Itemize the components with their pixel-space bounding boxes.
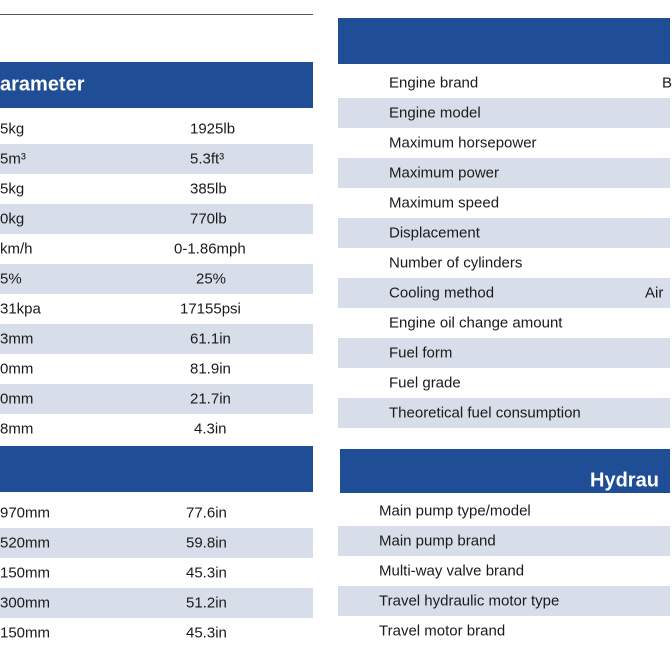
table-row bbox=[338, 368, 670, 398]
metric-value: 970mm bbox=[0, 504, 51, 522]
spec-label: Engine brand bbox=[389, 74, 479, 92]
spec-label: Engine model bbox=[389, 104, 481, 122]
spec-label: Maximum horsepower bbox=[389, 134, 537, 152]
parameter-header bbox=[0, 62, 313, 108]
metric-value: 31kpa bbox=[0, 300, 41, 318]
imperial-value: 0-1.86mph bbox=[174, 240, 246, 258]
spec-label: Main pump brand bbox=[379, 532, 496, 550]
imperial-value: 17155psi bbox=[180, 300, 241, 318]
metric-value: 150mm bbox=[0, 624, 51, 642]
metric-value: 5m³ bbox=[0, 150, 26, 168]
table-row bbox=[0, 294, 313, 324]
table-row bbox=[338, 526, 670, 556]
imperial-value: 4.3in bbox=[194, 420, 227, 438]
table-row bbox=[0, 264, 313, 294]
spec-label: Displacement bbox=[389, 224, 480, 242]
table-row bbox=[338, 586, 670, 616]
metric-value: 5kg bbox=[0, 180, 25, 198]
spec-label: Cooling method bbox=[389, 284, 495, 302]
table-row bbox=[338, 616, 670, 646]
spec-label: Main pump type/model bbox=[379, 502, 531, 520]
imperial-value: 770lb bbox=[190, 210, 227, 228]
table-row bbox=[0, 354, 313, 384]
imperial-value: 45.3in bbox=[186, 624, 227, 642]
metric-value: 5% bbox=[0, 270, 22, 288]
hydraulic-table bbox=[338, 496, 670, 646]
spec-label: Travel hydraulic motor type bbox=[379, 592, 560, 610]
table-row bbox=[338, 308, 670, 338]
spec-value: B bbox=[662, 74, 672, 92]
hydraulic-header bbox=[340, 449, 670, 493]
table-row bbox=[0, 498, 313, 528]
imperial-value: 45.3in bbox=[186, 564, 227, 582]
imperial-value: 5.3ft³ bbox=[190, 150, 225, 168]
table-row bbox=[0, 174, 313, 204]
imperial-value: 59.8in bbox=[186, 534, 227, 552]
table-row bbox=[0, 528, 313, 558]
parameter-table bbox=[0, 114, 313, 444]
table-row bbox=[338, 278, 670, 308]
table-row bbox=[338, 218, 670, 248]
table-row bbox=[0, 114, 313, 144]
table-row bbox=[338, 158, 670, 188]
table-row bbox=[338, 188, 670, 218]
hydraulic-title: Hydrau bbox=[590, 469, 659, 492]
metric-value: 520mm bbox=[0, 534, 51, 552]
metric-value: 0kg bbox=[0, 210, 25, 228]
table-row bbox=[338, 248, 670, 278]
metric-value: 3mm bbox=[0, 330, 34, 348]
table-row bbox=[338, 338, 670, 368]
engine-table bbox=[338, 68, 670, 428]
table-row bbox=[338, 98, 670, 128]
spec-label: Theoretical fuel consumption bbox=[389, 404, 581, 422]
spec-label: Travel motor brand bbox=[379, 622, 506, 640]
table-row bbox=[338, 128, 670, 158]
table-row bbox=[0, 384, 313, 414]
imperial-value: 385lb bbox=[190, 180, 227, 198]
spec-value: Air bbox=[645, 284, 664, 302]
imperial-value: 81.9in bbox=[190, 360, 231, 378]
imperial-value: 1925lb bbox=[190, 120, 236, 138]
imperial-value: 77.6in bbox=[186, 504, 227, 522]
table-row bbox=[0, 144, 313, 174]
metric-value: 5kg bbox=[0, 120, 25, 138]
table-row bbox=[0, 618, 313, 648]
metric-value: 150mm bbox=[0, 564, 51, 582]
table-row bbox=[338, 398, 670, 428]
table-row bbox=[0, 324, 313, 354]
imperial-value: 21.7in bbox=[190, 390, 231, 408]
spec-label: Engine oil change amount bbox=[389, 314, 563, 332]
engine-header bbox=[338, 18, 670, 64]
table-row bbox=[338, 496, 670, 526]
table-row bbox=[338, 556, 670, 586]
table-row bbox=[0, 204, 313, 234]
metric-value: 300mm bbox=[0, 594, 51, 612]
metric-value: 8mm bbox=[0, 420, 34, 438]
imperial-value: 51.2in bbox=[186, 594, 227, 612]
spec-label: Number of cylinders bbox=[389, 254, 523, 272]
dimensions-header bbox=[0, 446, 313, 492]
table-row bbox=[338, 68, 670, 98]
table-row bbox=[0, 558, 313, 588]
top-rule bbox=[0, 14, 313, 15]
metric-value: 0mm bbox=[0, 390, 34, 408]
spec-label: Maximum speed bbox=[389, 194, 500, 212]
spec-label: Maximum power bbox=[389, 164, 500, 182]
parameter-title: arameter bbox=[0, 73, 85, 96]
dimensions-table bbox=[0, 498, 313, 648]
metric-value: km/h bbox=[0, 240, 33, 258]
table-row bbox=[0, 234, 313, 264]
imperial-value: 61.1in bbox=[190, 330, 231, 348]
metric-value: 0mm bbox=[0, 360, 34, 378]
spec-label: Fuel form bbox=[389, 344, 453, 362]
table-row bbox=[0, 414, 313, 444]
table-row bbox=[0, 588, 313, 618]
imperial-value: 25% bbox=[196, 270, 227, 288]
spec-label: Fuel grade bbox=[389, 374, 461, 392]
spec-label: Multi-way valve brand bbox=[379, 562, 525, 580]
